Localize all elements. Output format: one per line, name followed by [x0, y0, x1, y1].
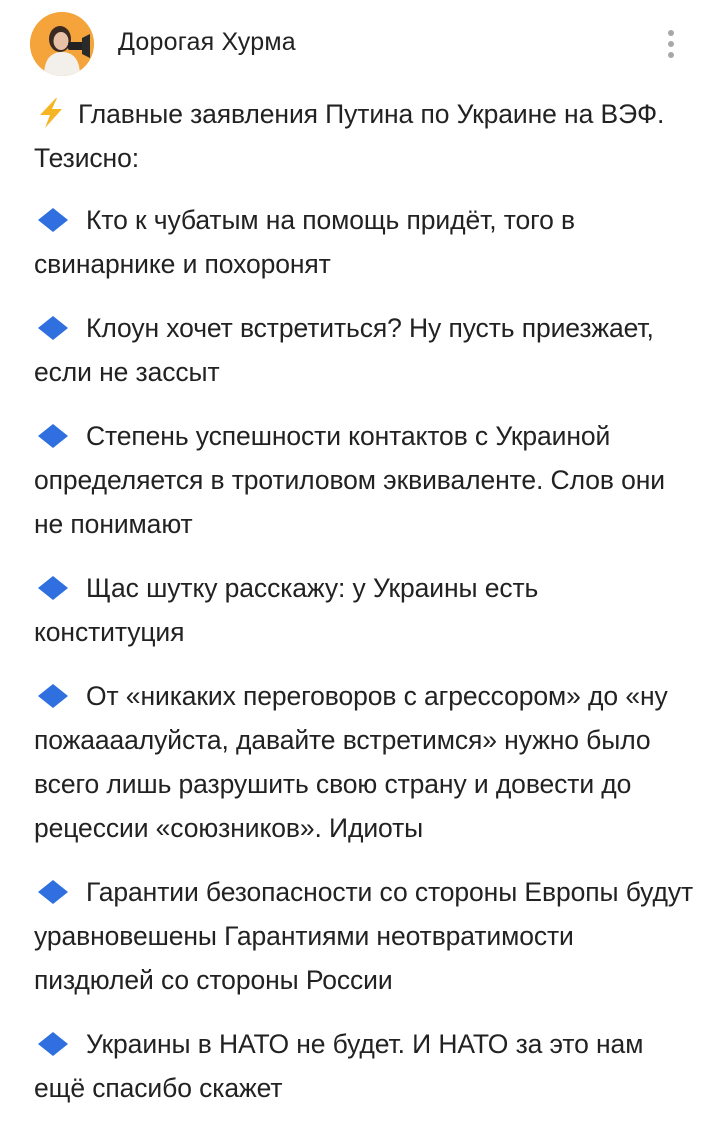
- list-item: [34, 870, 694, 1002]
- post-header: [0, 0, 720, 88]
- post-headline-text: Главные заявления Путина по Украине на ВЭФ. Тезисно:: [34, 99, 665, 173]
- list-item: [34, 1022, 694, 1110]
- channel-name[interactable]: Дорогая Хурма: [118, 28, 296, 56]
- blue-diamond-icon: [38, 684, 68, 708]
- post-body: [34, 92, 694, 1130]
- blue-diamond-icon: [38, 880, 68, 904]
- blue-diamond-icon: [38, 576, 68, 600]
- lightning-icon: [34, 97, 68, 129]
- list-item: [34, 414, 694, 546]
- more-options-button[interactable]: [656, 24, 686, 64]
- blue-diamond-icon: [38, 424, 68, 448]
- list-item-text: От «никаких переговоров с агрессором» до «ну пожаааалуйста, давайте встретимся» нужно было всего лишь разрушить свою страну и довести до рецессии «союзников». Идиоты: [34, 681, 668, 843]
- blue-diamond-icon: [38, 1032, 68, 1056]
- post-headline: [34, 92, 694, 180]
- blue-diamond-icon: [38, 316, 68, 340]
- list-item: [34, 566, 694, 654]
- list-item: [34, 306, 694, 394]
- list-item: [34, 674, 694, 850]
- list-item-text: Украины в НАТО не будет. И НАТО за это нам ещё спасибо скажет: [34, 1029, 644, 1103]
- channel-avatar[interactable]: [30, 12, 94, 76]
- more-vertical-icon: [668, 30, 674, 36]
- list-item: [34, 198, 694, 286]
- list-item-text: Кто к чубатым на помощь придёт, того в свинарнике и похоронят: [34, 205, 575, 279]
- list-item-text: Гарантии безопасности со стороны Европы будут уравновешены Гарантиями неотвратимости пиздюлей со стороны России: [34, 877, 694, 995]
- blue-diamond-icon: [38, 208, 68, 232]
- list-item-text: Клоун хочет встретиться? Ну пусть приезжает, если не зассыт: [34, 313, 654, 387]
- list-item-text: Степень успешности контактов с Украиной определяется в тротиловом эквиваленте. Слов они не понимают: [34, 421, 665, 539]
- avatar-portrait-icon: [30, 12, 94, 76]
- list-item-text: Щас шутку расскажу: у Украины есть конституция: [34, 573, 539, 647]
